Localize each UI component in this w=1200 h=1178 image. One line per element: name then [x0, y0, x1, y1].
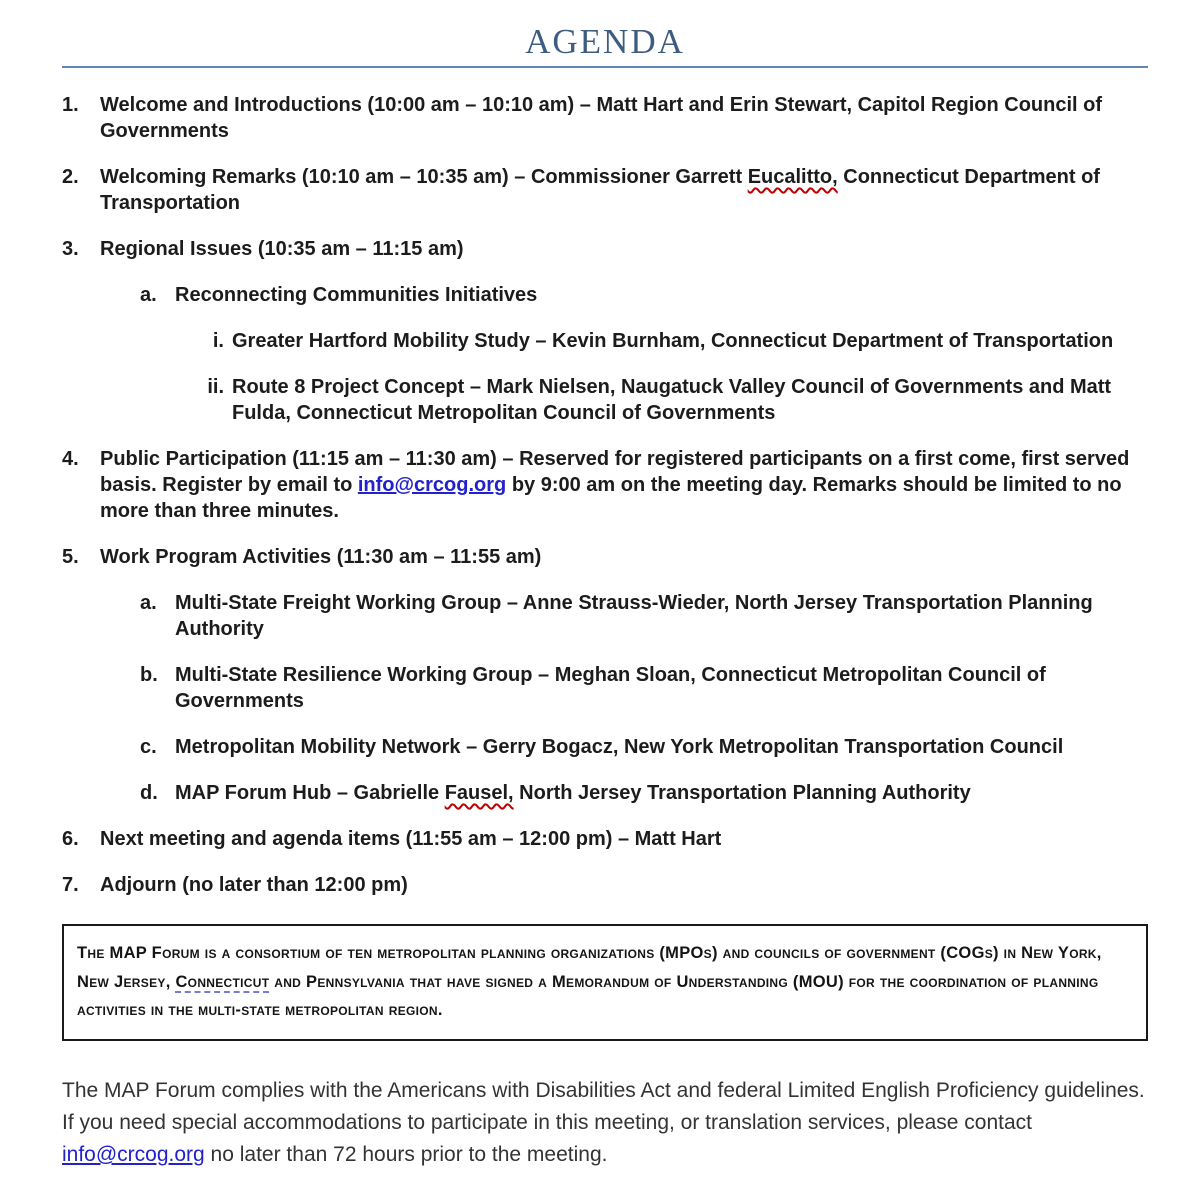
item-number: b. — [140, 664, 158, 686]
item-number: 1. — [62, 94, 79, 116]
footer-text-segment: no later than 72 hours prior to the meeting. — [204, 1142, 608, 1166]
agenda-item-5b — [140, 662, 1148, 714]
misspelled-word: Fausel, — [444, 782, 514, 804]
footer-text-segment: The MAP Forum complies with the Americans with Disabilities Act and federal Limited English Proficiency guidelines. If you need special accommodations to participate in this meeting, or translation services, please contact — [62, 1079, 1145, 1135]
agenda-item-3a-i — [196, 328, 1148, 354]
agenda-item-3 — [62, 236, 1148, 262]
item-text — [100, 164, 1148, 216]
agenda-item-7 — [62, 872, 1148, 898]
item-text-segment: Welcoming Remarks (10:10 am – 10:35 am) – Commissioner Garrett — [100, 166, 748, 188]
agenda-item-6 — [62, 826, 1148, 852]
item-text-segment: North Jersey Transportation Planning Authority — [513, 782, 971, 804]
email-link[interactable]: info@crcog.org — [357, 474, 507, 496]
item-text-segment: MAP Forum Hub – Gabrielle — [175, 782, 445, 804]
misspelled-word: Eucalitto, — [747, 166, 838, 188]
item-text: Metropolitan Mobility Network – Gerry Bogacz, New York Metropolitan Transportation Council — [175, 736, 1064, 758]
item-text: Multi-State Resilience Working Group – Meghan Sloan, Connecticut Metropolitan Council of Governments — [175, 664, 1046, 712]
item-text: Welcome and Introductions (10:00 am – 10:10 am) – Matt Hart and Erin Stewart, Capitol Region Council of Governments — [100, 94, 1103, 142]
item-text — [100, 446, 1148, 524]
item-number: 2. — [62, 166, 79, 188]
item-text: Adjourn (no later than 12:00 pm) — [100, 874, 408, 896]
grammar-flagged-word: Connecticut — [175, 972, 270, 991]
agenda-item-3a-ii — [196, 374, 1148, 426]
item-number: c. — [140, 736, 157, 758]
item-number: 4. — [62, 448, 79, 470]
map-forum-note-box — [62, 924, 1148, 1041]
item-number: i. — [212, 330, 224, 352]
agenda-item-5a — [140, 590, 1148, 642]
item-text-segment: by 9:00 am on the meeting day. Remarks should be limited to no more than three minutes. — [100, 474, 1122, 522]
agenda-item-1 — [62, 92, 1148, 144]
item-number: 5. — [62, 546, 79, 568]
email-link[interactable]: info@crcog.org — [62, 1142, 205, 1166]
agenda-item-3a — [140, 282, 1148, 308]
item-text-segment: Public Participation (11:15 am – 11:30 am) – Reserved for registered participants on a first come, first served basis. Register by email to — [100, 448, 1130, 496]
agenda-item-5d — [140, 780, 1148, 806]
item-text: Reconnecting Communities Initiatives — [175, 284, 538, 306]
item-text — [175, 780, 1148, 806]
agenda-item-2 — [62, 164, 1148, 216]
agenda-item-4 — [62, 446, 1148, 524]
item-text: Next meeting and agenda items (11:55 am – 12:00 pm) – Matt Hart — [100, 828, 722, 850]
item-text-segment: Connecticut Department of Transportation — [100, 166, 1100, 214]
item-number: ii. — [207, 376, 224, 398]
agenda-item-5c — [140, 734, 1148, 760]
item-number: 3. — [62, 238, 79, 260]
item-text: Route 8 Project Concept – Mark Nielsen, Naugatuck Valley Council of Governments and Matt Fulda, Connecticut Metropolitan Council of Governments — [232, 376, 1112, 424]
note-text-segment: and Pennsylvania that have signed a Memorandum of Understanding (MOU) for the coordination of planning activities in the multi-state metropolitan region. — [77, 972, 1099, 1020]
item-number: a. — [140, 592, 157, 614]
title-underline-rule — [62, 66, 1148, 68]
item-text: Greater Hartford Mobility Study – Kevin Burnham, Connecticut Department of Transportation — [232, 330, 1114, 352]
note-text-segment: The MAP Forum is a consortium of ten metropolitan planning organizations (MPOs) and councils of government (COGs) in New York, New Jersey, — [77, 944, 1102, 991]
item-text: Multi-State Freight Working Group – Anne Strauss-Wieder, North Jersey Transportation Planning Authority — [175, 592, 1093, 640]
item-number: a. — [140, 284, 157, 306]
agenda-item-5 — [62, 544, 1148, 570]
item-text: Work Program Activities (11:30 am – 11:55 am) — [100, 546, 542, 568]
item-number: 7. — [62, 874, 79, 896]
page-title: AGENDA — [525, 22, 685, 61]
accessibility-note — [62, 1075, 1148, 1171]
item-number: 6. — [62, 828, 79, 850]
item-number: d. — [140, 782, 158, 804]
item-text: Regional Issues (10:35 am – 11:15 am) — [100, 238, 464, 260]
